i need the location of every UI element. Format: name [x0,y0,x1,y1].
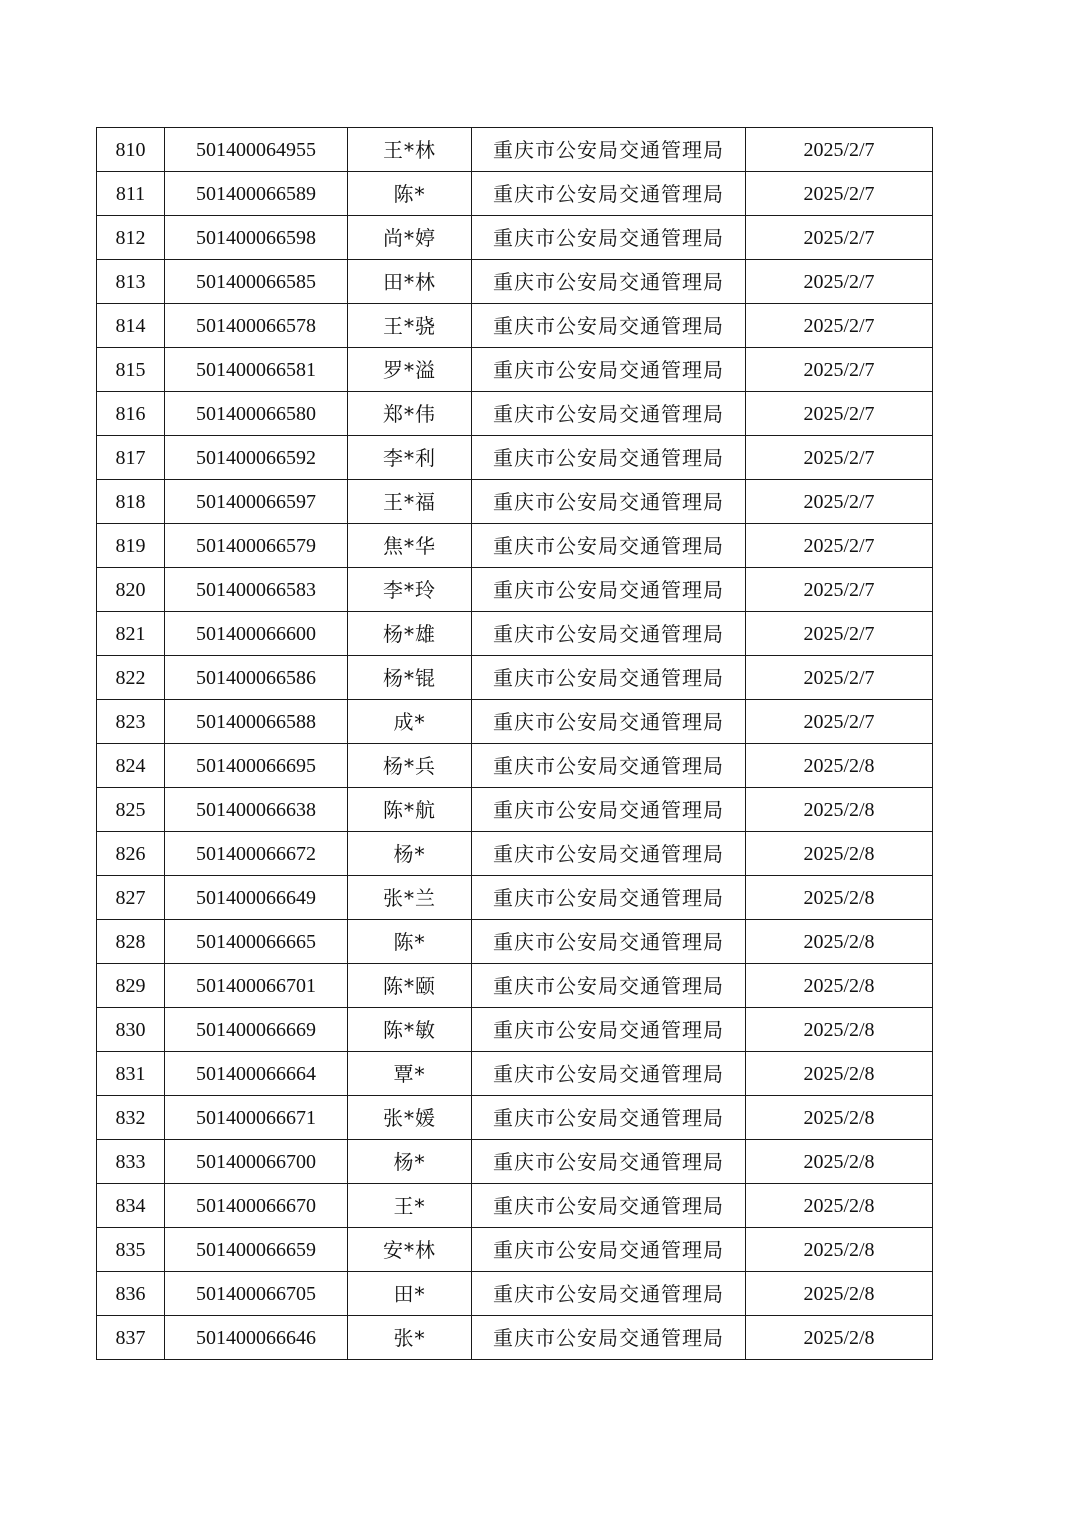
table-row [97,480,933,524]
issuing-authority-cell: 重庆市公安局交通管理局 [472,1316,746,1360]
date-cell: 2025/2/7 [746,172,933,216]
table-row [97,128,933,172]
record-number-cell: 501400066638 [165,788,348,832]
serial-number-cell: 817 [97,436,165,480]
table-row [97,876,933,920]
table-row [97,964,933,1008]
record-number-cell: 501400066700 [165,1140,348,1184]
date-cell: 2025/2/8 [746,832,933,876]
issuing-authority-cell: 重庆市公安局交通管理局 [472,1272,746,1316]
table-row [97,172,933,216]
issuing-authority-cell: 重庆市公安局交通管理局 [472,612,746,656]
record-number-cell: 501400066600 [165,612,348,656]
table-row [97,1272,933,1316]
serial-number-cell: 811 [97,172,165,216]
date-cell: 2025/2/7 [746,568,933,612]
person-name-cell: 杨* [348,832,472,876]
person-name-cell: 张*媛 [348,1096,472,1140]
serial-number-cell: 815 [97,348,165,392]
date-cell: 2025/2/8 [746,964,933,1008]
issuing-authority-cell: 重庆市公安局交通管理局 [472,1140,746,1184]
date-cell: 2025/2/8 [746,788,933,832]
table-row [97,920,933,964]
table-row [97,1052,933,1096]
issuing-authority-cell: 重庆市公安局交通管理局 [472,1096,746,1140]
issuing-authority-cell: 重庆市公安局交通管理局 [472,392,746,436]
person-name-cell: 杨*锟 [348,656,472,700]
record-number-cell: 501400066646 [165,1316,348,1360]
date-cell: 2025/2/7 [746,128,933,172]
table-row [97,700,933,744]
issuing-authority-cell: 重庆市公安局交通管理局 [472,172,746,216]
issuing-authority-cell: 重庆市公安局交通管理局 [472,744,746,788]
serial-number-cell: 837 [97,1316,165,1360]
table-row [97,832,933,876]
person-name-cell: 杨*雄 [348,612,472,656]
date-cell: 2025/2/8 [746,876,933,920]
serial-number-cell: 820 [97,568,165,612]
person-name-cell: 李*玲 [348,568,472,612]
serial-number-cell: 822 [97,656,165,700]
record-number-cell: 501400066588 [165,700,348,744]
record-number-cell: 501400066578 [165,304,348,348]
date-cell: 2025/2/7 [746,480,933,524]
table-row [97,1140,933,1184]
issuing-authority-cell: 重庆市公安局交通管理局 [472,260,746,304]
person-name-cell: 陈*敏 [348,1008,472,1052]
date-cell: 2025/2/7 [746,700,933,744]
person-name-cell: 杨* [348,1140,472,1184]
serial-number-cell: 814 [97,304,165,348]
table-row [97,744,933,788]
person-name-cell: 安*林 [348,1228,472,1272]
date-cell: 2025/2/8 [746,920,933,964]
serial-number-cell: 818 [97,480,165,524]
issuing-authority-cell: 重庆市公安局交通管理局 [472,1052,746,1096]
person-name-cell: 田*林 [348,260,472,304]
serial-number-cell: 826 [97,832,165,876]
serial-number-cell: 832 [97,1096,165,1140]
issuing-authority-cell: 重庆市公安局交通管理局 [472,480,746,524]
person-name-cell: 田* [348,1272,472,1316]
issuing-authority-cell: 重庆市公安局交通管理局 [472,920,746,964]
person-name-cell: 张*兰 [348,876,472,920]
serial-number-cell: 813 [97,260,165,304]
date-cell: 2025/2/8 [746,1228,933,1272]
issuing-authority-cell: 重庆市公安局交通管理局 [472,128,746,172]
record-number-cell: 501400066581 [165,348,348,392]
person-name-cell: 陈* [348,172,472,216]
person-name-cell: 王*骁 [348,304,472,348]
person-name-cell: 尚*婷 [348,216,472,260]
table-row [97,1316,933,1360]
date-cell: 2025/2/8 [746,1272,933,1316]
issuing-authority-cell: 重庆市公安局交通管理局 [472,568,746,612]
record-number-cell: 501400066598 [165,216,348,260]
date-cell: 2025/2/8 [746,1316,933,1360]
date-cell: 2025/2/8 [746,744,933,788]
issuing-authority-cell: 重庆市公安局交通管理局 [472,524,746,568]
person-name-cell: 郑*伟 [348,392,472,436]
table-row [97,524,933,568]
record-number-cell: 501400064955 [165,128,348,172]
table-row [97,1184,933,1228]
table-row [97,304,933,348]
date-cell: 2025/2/8 [746,1140,933,1184]
serial-number-cell: 836 [97,1272,165,1316]
person-name-cell: 王*福 [348,480,472,524]
serial-number-cell: 829 [97,964,165,1008]
serial-number-cell: 828 [97,920,165,964]
table-row [97,1008,933,1052]
issuing-authority-cell: 重庆市公安局交通管理局 [472,348,746,392]
records-table-body [97,128,933,1360]
date-cell: 2025/2/8 [746,1184,933,1228]
person-name-cell: 覃* [348,1052,472,1096]
serial-number-cell: 812 [97,216,165,260]
table-row [97,392,933,436]
date-cell: 2025/2/7 [746,656,933,700]
issuing-authority-cell: 重庆市公安局交通管理局 [472,964,746,1008]
record-number-cell: 501400066701 [165,964,348,1008]
table-row [97,568,933,612]
date-cell: 2025/2/8 [746,1052,933,1096]
record-number-cell: 501400066649 [165,876,348,920]
issuing-authority-cell: 重庆市公安局交通管理局 [472,700,746,744]
issuing-authority-cell: 重庆市公安局交通管理局 [472,832,746,876]
serial-number-cell: 825 [97,788,165,832]
serial-number-cell: 823 [97,700,165,744]
person-name-cell: 陈*航 [348,788,472,832]
date-cell: 2025/2/7 [746,612,933,656]
table-row [97,348,933,392]
date-cell: 2025/2/7 [746,260,933,304]
issuing-authority-cell: 重庆市公安局交通管理局 [472,436,746,480]
serial-number-cell: 834 [97,1184,165,1228]
issuing-authority-cell: 重庆市公安局交通管理局 [472,656,746,700]
issuing-authority-cell: 重庆市公安局交通管理局 [472,876,746,920]
person-name-cell: 陈* [348,920,472,964]
serial-number-cell: 835 [97,1228,165,1272]
date-cell: 2025/2/7 [746,436,933,480]
serial-number-cell: 810 [97,128,165,172]
issuing-authority-cell: 重庆市公安局交通管理局 [472,1184,746,1228]
person-name-cell: 张* [348,1316,472,1360]
serial-number-cell: 827 [97,876,165,920]
issuing-authority-cell: 重庆市公安局交通管理局 [472,304,746,348]
serial-number-cell: 821 [97,612,165,656]
record-number-cell: 501400066579 [165,524,348,568]
date-cell: 2025/2/7 [746,392,933,436]
date-cell: 2025/2/7 [746,348,933,392]
person-name-cell: 焦*华 [348,524,472,568]
record-number-cell: 501400066671 [165,1096,348,1140]
person-name-cell: 杨*兵 [348,744,472,788]
issuing-authority-cell: 重庆市公安局交通管理局 [472,1008,746,1052]
date-cell: 2025/2/8 [746,1096,933,1140]
record-number-cell: 501400066705 [165,1272,348,1316]
person-name-cell: 李*利 [348,436,472,480]
table-row [97,612,933,656]
table-row [97,788,933,832]
record-number-cell: 501400066585 [165,260,348,304]
person-name-cell: 陈*颐 [348,964,472,1008]
record-number-cell: 501400066580 [165,392,348,436]
record-number-cell: 501400066583 [165,568,348,612]
serial-number-cell: 824 [97,744,165,788]
record-number-cell: 501400066669 [165,1008,348,1052]
record-number-cell: 501400066664 [165,1052,348,1096]
serial-number-cell: 830 [97,1008,165,1052]
serial-number-cell: 816 [97,392,165,436]
date-cell: 2025/2/7 [746,216,933,260]
record-number-cell: 501400066665 [165,920,348,964]
table-row [97,1096,933,1140]
date-cell: 2025/2/8 [746,1008,933,1052]
serial-number-cell: 831 [97,1052,165,1096]
record-number-cell: 501400066695 [165,744,348,788]
date-cell: 2025/2/7 [746,524,933,568]
person-name-cell: 王* [348,1184,472,1228]
issuing-authority-cell: 重庆市公安局交通管理局 [472,1228,746,1272]
record-number-cell: 501400066597 [165,480,348,524]
record-number-cell: 501400066672 [165,832,348,876]
issuing-authority-cell: 重庆市公安局交通管理局 [472,216,746,260]
record-number-cell: 501400066586 [165,656,348,700]
record-number-cell: 501400066592 [165,436,348,480]
records-table [96,127,933,1360]
record-number-cell: 501400066670 [165,1184,348,1228]
serial-number-cell: 833 [97,1140,165,1184]
issuing-authority-cell: 重庆市公安局交通管理局 [472,788,746,832]
record-number-cell: 501400066659 [165,1228,348,1272]
person-name-cell: 王*林 [348,128,472,172]
table-row [97,216,933,260]
table-row [97,260,933,304]
serial-number-cell: 819 [97,524,165,568]
table-row [97,1228,933,1272]
table-row [97,656,933,700]
record-number-cell: 501400066589 [165,172,348,216]
person-name-cell: 成* [348,700,472,744]
date-cell: 2025/2/7 [746,304,933,348]
table-row [97,436,933,480]
person-name-cell: 罗*溢 [348,348,472,392]
